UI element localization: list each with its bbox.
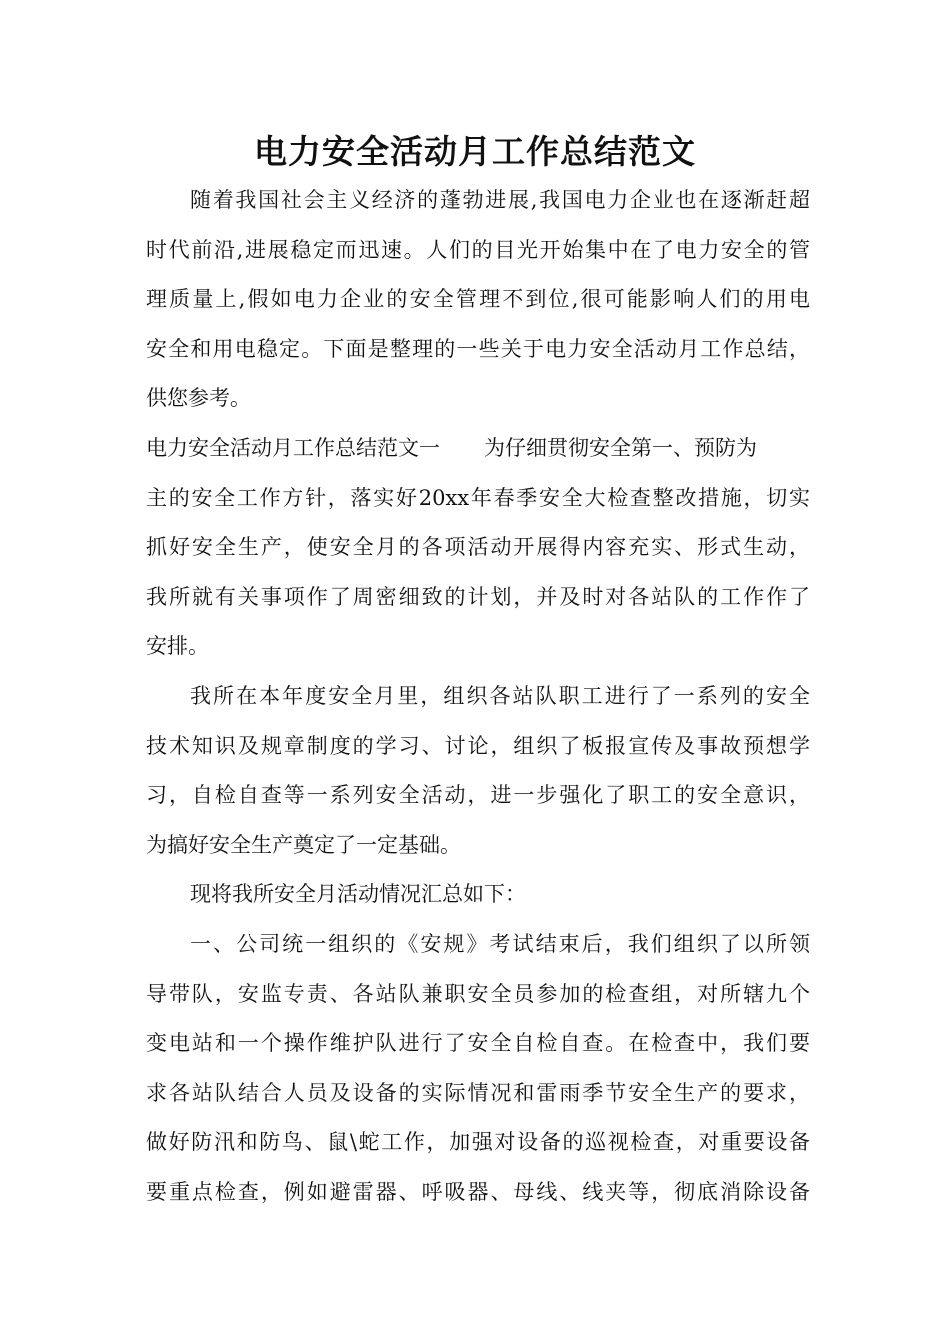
paragraph-line: 导带队，安监专责、各站队兼职安全员参加的检查组，对所辖九个 (146, 981, 810, 1006)
paragraph-line: 现将我所安全月活动情况汇总如下： (190, 882, 526, 907)
paragraph-line: 随着我国社会主义经济的蓬勃进展,我国电力企业也在逐渐赶超 (190, 188, 810, 212)
paragraph-line: 一、公司统一组织的《安规》考试结束后，我们组织了以所领 (190, 931, 810, 956)
paragraph-line: 理质量上,假如电力企业的安全管理不到位,很可能影响人们的用电 (146, 287, 810, 312)
paragraph-line: 时代前沿,进展稳定而迅速。人们的目光开始集中在了电力安全的管 (146, 237, 810, 262)
paragraph-line: 要重点检查，例如避雷器、呼吸器、母线、线夹等，彻底消除设备 (146, 1179, 810, 1204)
paragraph-line: 为搞好安全生产奠定了一定基础。 (146, 832, 461, 857)
document-body (146, 176, 810, 1217)
paragraph-line: 安排。 (146, 634, 209, 659)
paragraph-line: 供您参考。 (146, 386, 251, 411)
paragraph-line: 技术知识及规章制度的学习、讨论，组织了板报宣传及事故预想学 (146, 733, 810, 758)
paragraph-line: 习，自检自查等一系列安全活动，进一步强化了职工的安全意识， (146, 783, 810, 808)
paragraph-line: 我所在本年度安全月里，组织各站队职工进行了一系列的安全 (190, 683, 810, 708)
paragraph-line: 抓好安全生产，使安全月的各项活动开展得内容充实、形式生动， (146, 535, 810, 560)
document-title: 电力安全活动月工作总结范文 (254, 132, 696, 171)
paragraph-line: 求各站队结合人员及设备的实际情况和雷雨季节安全生产的要求， (146, 1080, 810, 1105)
paragraph-line: 变电站和一个操作维护队进行了安全自检自查。在检查中，我们要 (146, 1031, 810, 1056)
paragraph-line: 为仔细贯彻安全第一、预防为 (484, 435, 757, 460)
paragraph-line: 主的安全工作方针，落实好20xx年春季安全大检查整改措施，切实 (146, 485, 810, 510)
section-heading-line (146, 424, 810, 474)
paragraph-line: 安全和用电稳定。下面是整理的一些关于电力安全活动月工作总结， (146, 336, 810, 361)
paragraph-line: 我所就有关事项作了周密细致的计划，并及时对各站队的工作作了 (146, 584, 810, 609)
paragraph-line: 做好防汛和防鸟、鼠\蛇工作，加强对设备的巡视检查，对重要设备 (146, 1130, 810, 1155)
section-heading: 电力安全活动月工作总结范文一 (146, 435, 440, 460)
